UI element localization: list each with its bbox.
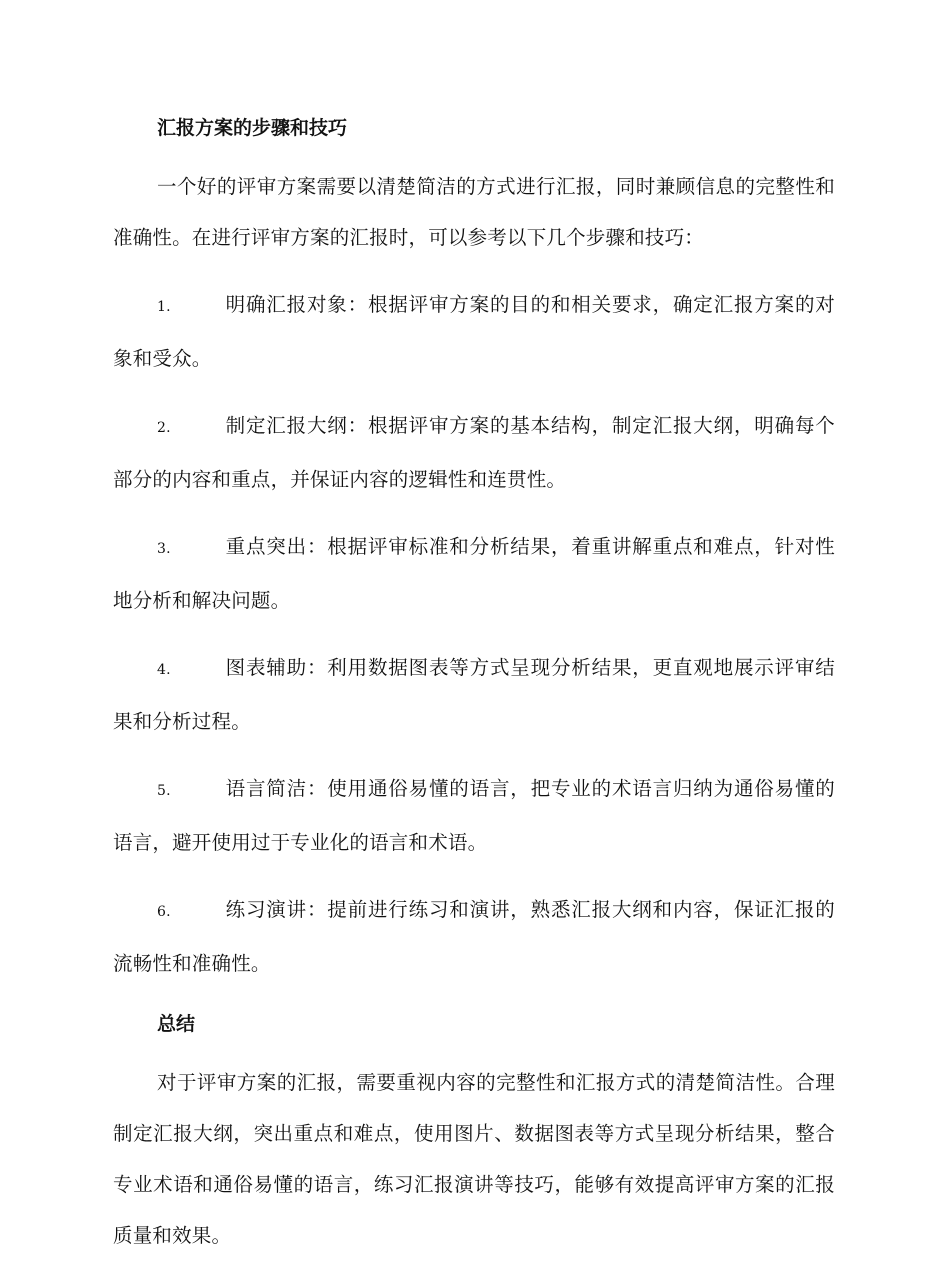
step-item-4 (113, 642, 835, 747)
step-text: 明确汇报对象：根据评审方案的目的和相关要求，确定汇报方案的对象和受众。 (113, 293, 835, 370)
step-number: 4. (157, 662, 171, 678)
step-text: 练习演讲：提前进行练习和演讲，熟悉汇报大纲和内容，保证汇报的流畅性和准确性。 (113, 898, 835, 975)
summary-heading: 总结 (157, 1013, 196, 1035)
intro-paragraph: 一个好的评审方案需要以清楚简洁的方式进行汇报，同时兼顾信息的完整性和准确性。在进行评审方案的汇报时，可以参考以下几个步骤和技巧： (113, 175, 835, 249)
step-item-6 (113, 884, 835, 989)
step-number: 3. (157, 541, 171, 557)
step-number: 1. (157, 299, 171, 315)
step-text: 图表辅助：利用数据图表等方式呈现分析结果，更直观地展示评审结果和分析过程。 (113, 656, 835, 733)
step-text: 重点突出：根据评审标准和分析结果，着重讲解重点和难点，针对性地分析和解决问题。 (113, 535, 835, 612)
step-item-3 (113, 521, 835, 626)
step-text: 语言简洁：使用通俗易懂的语言，把专业的术语言归纳为通俗易懂的语言，避开使用过于专业化的语言和术语。 (113, 777, 835, 854)
step-number: 6. (157, 904, 171, 920)
step-number: 2. (157, 420, 171, 436)
step-item-5 (113, 763, 835, 868)
summary-paragraph: 对于评审方案的汇报，需要重视内容的完整性和汇报方式的清楚简洁性。合理制定汇报大纲，突出重点和难点，使用图片、数据图表等方式呈现分析结果，整合专业术语和通俗易懂的语言，练习汇报演讲等技巧，能够有效提高评审方案的汇报质量和效果。 (113, 1071, 835, 1247)
step-text: 制定汇报大纲：根据评审方案的基本结构，制定汇报大纲，明确每个部分的内容和重点，并保证内容的逻辑性和连贯性。 (113, 414, 835, 491)
step-item-1 (113, 279, 835, 384)
step-item-2 (113, 400, 835, 505)
step-number: 5. (157, 783, 171, 799)
section-heading: 汇报方案的步骤和技巧 (157, 117, 348, 139)
document-body (113, 111, 835, 1261)
